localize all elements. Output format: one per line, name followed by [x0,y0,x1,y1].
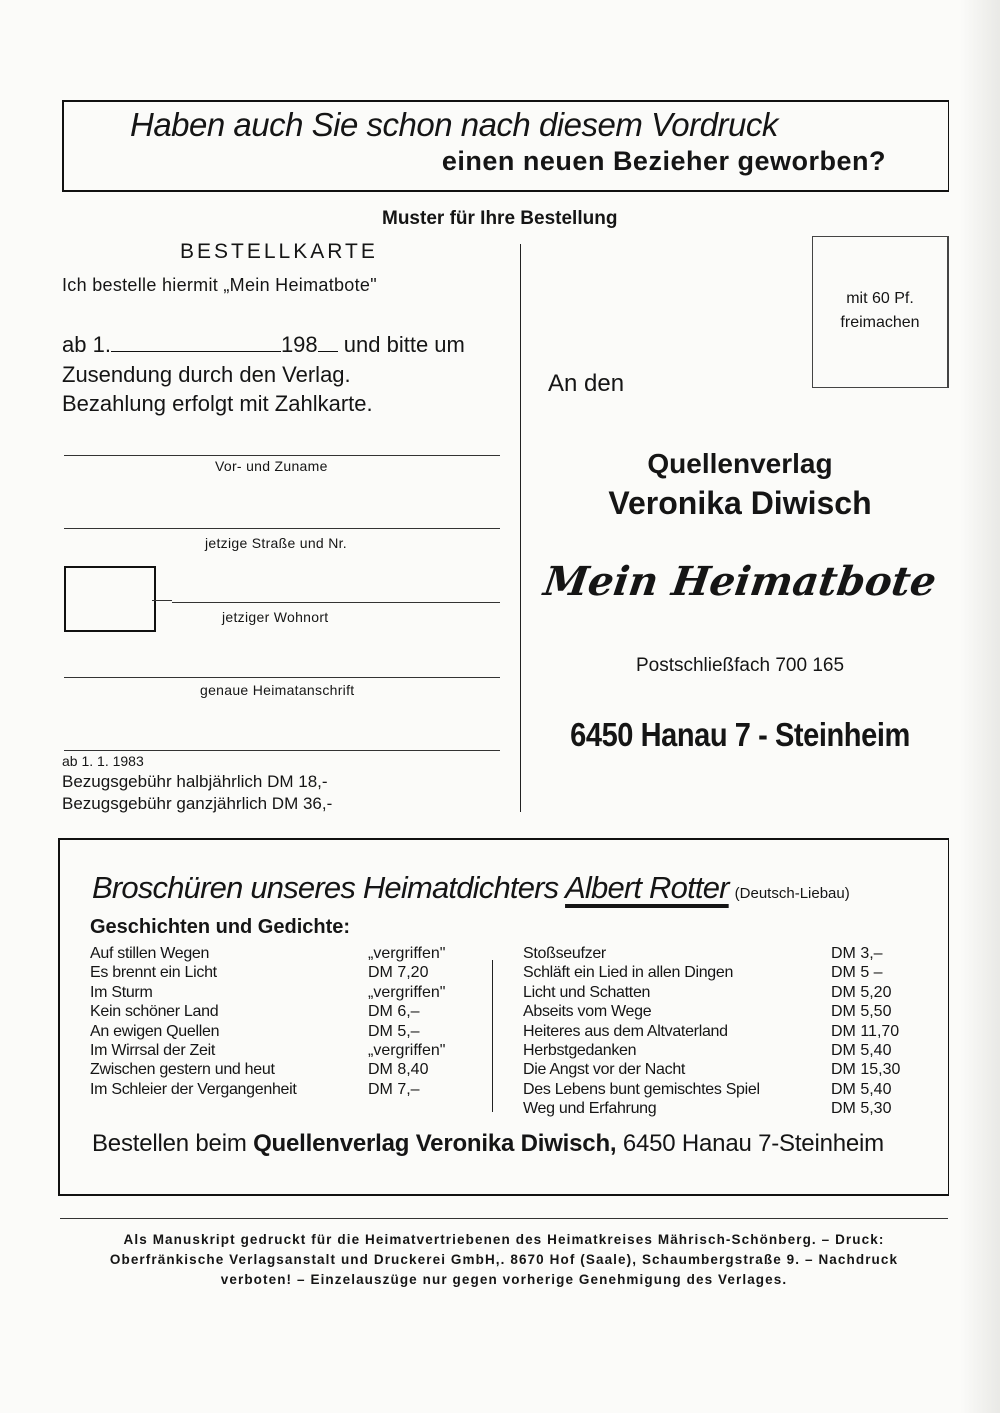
list-item [523,1080,923,1099]
footer-divider [60,1218,948,1219]
fee-full-year: Bezugsgebühr ganzjährlich DM 36,- [62,794,333,813]
list-item [90,1080,470,1099]
magazine-logo: Mein Heimatbote [540,558,940,605]
brochure-list-right [523,944,923,1119]
item-price: „vergriffen" [368,945,446,962]
list-item [90,1022,470,1041]
list-item [523,1002,923,1021]
imprint-line-2: Oberfränkische Verlagsanstalt und Druckerei GmbH,. 8670 Hof (Saale), Schaumbergstraße 9. – Nachdruck [109,1252,899,1267]
item-title: Schläft ein Lied in allen Dingen [523,964,734,982]
start-date-line [62,332,465,358]
publisher-name: Quellenverlag [647,448,833,479]
recipient-city: 6450 Hanau 7 - Steinheim [570,716,910,753]
fee-half-year: Bezugsgebühr halbjährlich DM 18,- [62,772,328,791]
street-field-line[interactable] [64,528,500,529]
imprint [80,1230,928,1290]
card-divider [520,244,521,812]
start-suffix: und bitte um [343,332,465,357]
start-year: 198 [280,332,318,357]
city-field-line[interactable] [172,602,500,603]
item-title: Licht und Schatten [523,983,651,1001]
item-title: Herbstgedanken [523,1041,637,1059]
sender-box [64,566,156,632]
order-line-3: Bezahlung erfolgt mit Zahlkarte. [62,391,373,416]
item-title: Stoßseufzer [523,945,606,962]
city-field-label: jetziger Wohnort [222,609,329,625]
brochures-title-main: Broschüren unseres Heimatdichters [92,870,566,905]
item-price: DM 5,50 [831,1003,892,1021]
postbox: Postschließfach 700 165 [635,655,845,676]
imprint-line-1: Als Manuskript gedruckt für die Heimatvertriebenen des Heimatkreises Mährisch-Schönberg. – Druck: [123,1232,885,1247]
item-price: DM 5,40 [831,1080,892,1098]
item-title: Die Angst vor der Nacht [523,1061,686,1079]
item-price: DM 15,30 [831,1061,901,1079]
item-price: „vergriffen" [368,1041,446,1059]
sender-box-connector [152,600,172,601]
order-from-address: 6450 Hanau 7-Steinheim [616,1130,884,1157]
start-prefix: ab 1. [62,332,111,357]
home-field-label: genaue Heimatanschrift [200,682,355,698]
item-price: DM 5,30 [831,1100,892,1118]
item-price: DM 11,70 [831,1022,900,1040]
order-line-2: Zusendung durch den Verlag. [62,362,351,387]
item-price: „vergriffen" [368,983,446,1001]
item-title: Kein schöner Land [90,1003,219,1021]
order-statement: Ich bestelle hiermit „Mein Heimatbote" [62,275,377,295]
item-price: DM 7,– [368,1080,420,1098]
list-item [90,1041,470,1060]
stamp-box [812,236,949,388]
street-field-label: jetzige Straße und Nr. [205,535,347,551]
item-price: DM 5,20 [831,983,892,1001]
fee-date: ab 1. 1. 1983 [62,753,144,769]
brochure-list-divider [492,960,493,1112]
promo-banner [62,100,949,192]
item-title: Im Schleier der Vergangenheit [90,1080,297,1098]
list-item [523,944,923,963]
banner-line-1: Haben auch Sie schon nach diesem Vordruck [130,106,778,143]
item-price: DM 5 – [831,964,883,982]
item-price: DM 6,– [368,1003,420,1021]
order-from-prefix: Bestellen beim [92,1130,254,1157]
name-field-label: Vor- und Zuname [215,458,328,474]
list-item [523,1041,923,1060]
list-item [90,1060,470,1079]
list-item [90,944,470,963]
stamp-text-2: freimachen [840,314,920,331]
item-price: DM 8,40 [368,1061,429,1079]
order-card-title: BESTELLKARTE [180,240,378,263]
banner-line-2: einen neuen Bezieher geworben? [441,146,886,176]
item-title: Heiteres aus dem Altvaterland [523,1022,728,1040]
item-title: Des Lebens bunt gemischtes Spiel [523,1080,760,1098]
stamp-text-1: mit 60 Pf. [846,290,914,307]
item-price: DM 5,– [368,1022,420,1040]
brochures-box [58,838,949,1196]
item-title: An ewigen Quellen [90,1022,220,1040]
item-price: DM 5,40 [831,1041,892,1059]
brochure-list-left [90,944,470,1099]
list-item [90,983,470,1002]
publisher-owner: Veronika Diwisch [608,485,872,521]
list-item [523,963,923,982]
list-item [90,1002,470,1021]
item-title: Auf stillen Wegen [90,945,210,962]
author-name: Albert Rotter [565,870,729,905]
item-title: Es brennt ein Licht [90,964,217,982]
order-from-publisher: Quellenverlag Veronika Diwisch, [253,1130,617,1157]
page-edge-shadow [960,0,1000,1413]
start-year-blank[interactable] [318,333,338,352]
item-title: Abseits vom Wege [523,1003,652,1021]
imprint-line-3: verboten! – Einzelauszüge nur gegen vorherige Genehmigung des Verlages. [220,1272,788,1287]
sample-heading: Muster für Ihre Bestellung [382,208,618,229]
list-item [523,983,923,1002]
list-item [90,963,470,982]
author-origin: (Deutsch-Liebau) [734,885,850,902]
brochures-subtitle: Geschichten und Gedichte: [90,916,351,938]
item-price: DM 7,20 [368,964,429,982]
start-date-blank[interactable] [111,333,281,352]
fee-divider [64,750,500,751]
item-title: Im Wirrsal der Zeit [90,1041,215,1059]
home-field-line[interactable] [64,677,500,678]
name-field-line[interactable] [64,455,500,456]
list-item [523,1022,923,1041]
order-from-line [92,1130,884,1158]
item-title: Weg und Erfahrung [523,1100,657,1118]
brochures-title [92,870,850,906]
list-item [523,1099,923,1118]
item-title: Im Sturm [90,983,153,1001]
list-item [523,1060,923,1079]
item-price: DM 3,– [831,945,883,962]
item-title: Zwischen gestern und heut [90,1061,275,1079]
recipient-prefix: An den [548,370,625,397]
